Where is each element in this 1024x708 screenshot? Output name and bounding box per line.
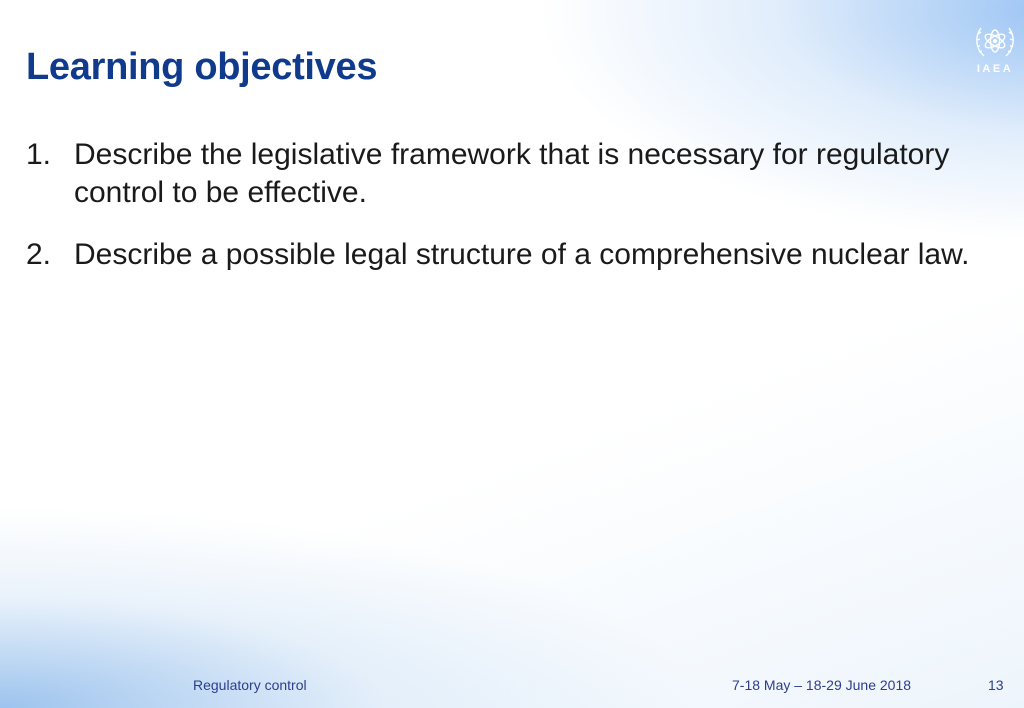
list-item-text: Describe the legislative framework that is necessary for regulatory control to be effective. (74, 138, 950, 209)
list-item-number: 2. (26, 238, 52, 271)
slide-title: Learning objectives (26, 46, 378, 88)
iaea-logo (968, 22, 1022, 82)
page-number: 13 (988, 677, 1004, 693)
iaea-emblem-icon (972, 22, 1018, 62)
objectives-list (26, 136, 1016, 298)
list-item (26, 136, 1016, 212)
list-item (26, 236, 1016, 274)
footer-dates: 7-18 May – 18-29 June 2018 (732, 677, 912, 693)
list-item-text: Describe a possible legal structure of a comprehensive nuclear law. (74, 238, 970, 271)
list-item-number: 1. (26, 138, 52, 171)
footer-topic: Regulatory control (193, 677, 307, 693)
logo-text: IAEA (976, 63, 1014, 75)
